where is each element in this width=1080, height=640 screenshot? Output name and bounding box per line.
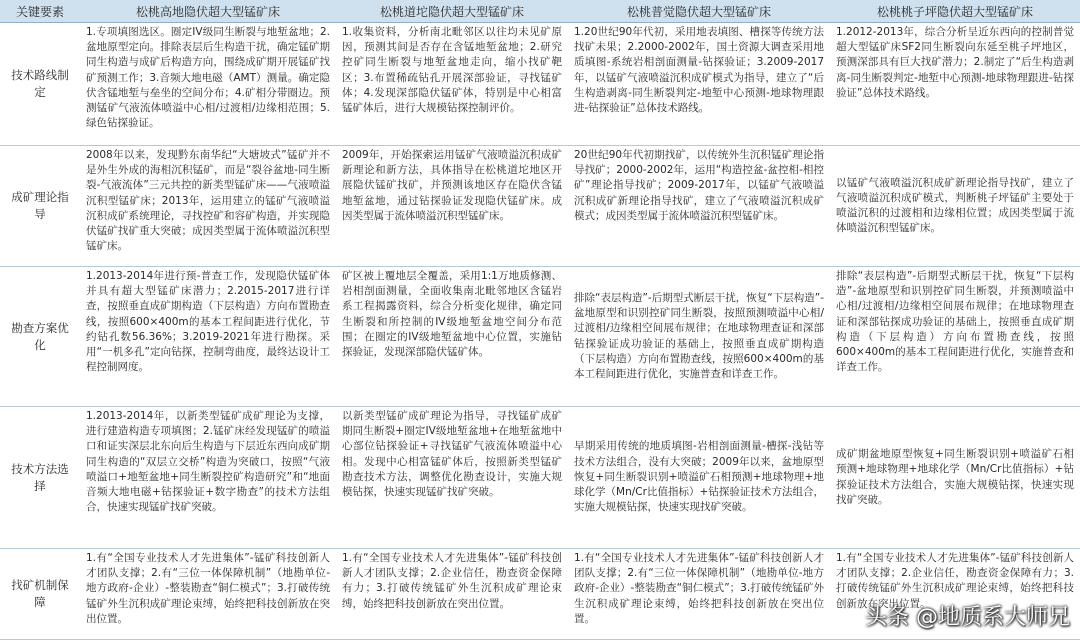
- table-cell: 1.收集资料，分析南北毗邻区以往均未见矿原因，预测其间是否存在含锰地堑盆地；2.研究控矿同生断裂与地堑盆地走向，缩小找矿靶区；3.布置稀疏钻孔开展深部验证，寻找锰矿体；4.发现深部隐伏锰矿体，特别是中心相富锰矿体后，进行大规模钻探控制评价。: [336, 23, 568, 146]
- header-daotuo-deposit: 松桃道坨隐伏超大型锰矿床: [336, 0, 568, 23]
- table-cell: 1.有“全国专业技术人才先进集体”-锰矿科技创新人才团队支撑；2.有“三位一体保障机制”（地勘单位-地方政府-企业）-整装勘查“铜仁模式”；3.打破传统锰矿外生沉积成矿理论束缚，始终把科技创新放在突出位置。: [80, 549, 336, 640]
- table-cell: 1.20世纪90年代初，采用地表填图、槽探等传统方法找矿未果；2.2000-2002年，国土资源大调查采用地质填图-系统岩相剖面测量-钻探验证；3.2009-2017年，以锰矿气液喷溢沉积成矿模式为指导，建立了“后生构造剥离-同生断裂判定-地堑中心预测-地球物理跟进-钻探验证”总体技术路线。: [568, 23, 830, 146]
- header-taoziping-deposit: 松桃桃子坪隐伏超大型锰矿床: [830, 0, 1080, 23]
- table-cell: 1.2013-2014年进行预-普查工作，发现隐伏锰矿体并具有超大型锰矿床潜力；2.2015-2017进行详查，按照垂直成矿期构造（下层构造）方向布置勘查线，按照600×400m的基本工程间距进行优化，节约钻孔数56.36%；3.2019-2021年进行勘探。采用“一机多孔”定向钻探，控制弯曲度，最终达设计工程控制网度。: [80, 267, 336, 407]
- row-key: 成矿理论指导: [0, 146, 80, 267]
- table-cell: 成矿期盆地原型恢复+同生断裂识别+喷溢矿石相预测+地球物理+地球化学（Mn/Cr比值指标）+钻探验证技术方法组合，实施大规模钻探，快速实现找矿突破。: [830, 407, 1080, 549]
- table-cell: 早期采用传统的地质填图-岩相剖面测量-槽探-浅钻等技术方法组合，没有大突破；2009年以来，盆地原型恢复+同生断裂识别+喷溢矿石相预测+地球物理+地球化学（Mn/Cr比值指标）+钻探验证技术方法组合，实施大规模钻探，快速实现找矿突破。: [568, 407, 830, 549]
- table-row: [0, 407, 1080, 549]
- table-cell: 1.有“全国专业技术人才先进集体”-锰矿科技创新人才团队支撑；2.企业信任，勘查资金保障有力；3.打破传统锰矿外生沉积成矿理论束缚，始终把科技创新放在突出位置。: [830, 549, 1080, 640]
- table-row: [0, 23, 1080, 146]
- table-row: [0, 146, 1080, 267]
- row-key: 技术路线制定: [0, 23, 80, 146]
- table-cell: 20世纪90年代初期找矿，以传统外生沉积锰矿理论指导找矿；2000-2002年，运用“构造控盆-盆控相-相控矿”理论指导找矿；2009-2017年，以锰矿气液喷溢沉积成矿新理论指导找矿，建立了气液喷溢沉积成矿模式；成因类型属于流体喷溢沉积型锰矿床。: [568, 146, 830, 267]
- table-cell: 排除“表层构造”-后期型式断层干扰，恢复“下层构造”-盆地原型和识别控矿同生断裂，按照预测喷溢中心相/过渡相/边缘相空间展布规律；在地球物理查证和深部钻探验证成功验证的基础上，按照垂直成矿期构造（下层构造）方向布置勘查线，按照600×400m的基本工程间距进行优化，实施普查和详查工作。: [568, 267, 830, 407]
- table-cell: 以锰矿气液喷溢沉积成矿新理论指导找矿，建立了气液喷溢沉积成矿模式，判断桃子坪锰矿主要处于喷溢沉积的过渡相和边缘相位置；成因类型属于流体喷溢沉积型锰矿床。: [830, 146, 1080, 267]
- watermark: 头条 @地质系大师兄: [865, 605, 1070, 630]
- table-cell: 2009年，开始探索运用锰矿气液喷溢沉积成矿新理论和新方法，具体指导在松桃道坨地区开展隐伏锰矿找矿，并预测该地区存在隐伏含锰地堑盆地，通过钻探验证发现隐伏锰矿床。成因类型属于流体喷溢沉积型锰矿床。: [336, 146, 568, 267]
- table-cell: 排除“表层构造”-后期型式断层干扰，恢复“下层构造”-盆地原型和识别控矿同生断裂，并预测喷溢中心相/过渡相/边缘相空间展布规律；在地球物理查证和深部钻探成功验证的基础上，按照垂直成矿期构造（下层构造）方向布置勘查线，按照600×400m的基本工程间距进行优化，实施普查和详查工作。: [830, 267, 1080, 407]
- table-cell: 以新类型锰矿成矿理论为指导，寻找锰矿成矿期同生断裂+圈定IV级地堑盆地+在地堑盆地中心部位钻探验证+寻找锰矿气液流体喷溢中心相。发现中心相富锰矿体后，按照新类型锰矿勘查技术方法，调整优化勘查设计，实施大规模钻探，快速实现锰矿找矿突破。: [336, 407, 568, 549]
- table-header: [0, 0, 1080, 23]
- table-cell: 1.有“全国专业技术人才先进集体”-锰矿科技创新人才团队支撑；2.有“三位一体保障机制”（地勘单位-地方政府-企业）-整装勘查“铜仁模式”；3.打破传统锰矿外生沉积成矿理论束缚，始终把科技创新放在突出位置。: [568, 549, 830, 640]
- header-gaodi-deposit: 松桃高地隐伏超大型锰矿床: [80, 0, 336, 23]
- row-key: 找矿机制保障: [0, 549, 80, 640]
- table-cell: 1.有“全国专业技术人才先进集体”-锰矿科技创新人才团队支撑；2.企业信任，勘查资金保障有力；3.打破传统锰矿外生沉积成矿理论束缚，始终把科技创新放在突出位置。: [336, 549, 568, 640]
- table-cell: 矿区被上覆地层全覆盖，采用1:1万地质修测、岩相剖面测量，全面收集南北毗邻地区含锰岩系工程揭露资料，综合分析变化规律，确定同生断裂和所控制的IV级地堑盆地空间分布范围；在圈定的IV级地堑盆地中心位置，实施钻探验证，发现深部隐伏锰矿体。: [336, 267, 568, 407]
- row-key: 勘查方案优化: [0, 267, 80, 407]
- table-cell: 1.2012-2013年，综合分析呈近东西向的控制普觉超大型锰矿床SF2同生断裂向东延至桃子坪地区，预测深部具有巨大找矿潜力；2.制定了“后生构造剥离-同生断裂判定-地堑中心预测-地球物理跟进-钻探验证”总体技术路线。: [830, 23, 1080, 146]
- table-row: [0, 267, 1080, 407]
- row-key: 技术方法选择: [0, 407, 80, 549]
- table-cell: 2008年以来，发现黔东南华纪“大塘坡式”锰矿并不是外生外成的海相沉积锰矿，而是“裂谷盆地-同生断裂-气液流体”三元共控的新类型锰矿床——气液喷溢沉积型锰矿床；2013年，运用建立的锰矿气液喷溢沉积成矿系统理论，寻找控矿和容矿构造，并实现隐伏锰矿找矿重大突破；成因类型属于流体喷溢沉积型锰矿床。: [80, 146, 336, 267]
- header-key-element: 关键要素: [0, 0, 80, 23]
- header-pujue-deposit: 松桃普觉隐伏超大型锰矿床: [568, 0, 830, 23]
- table-cell: 1.2013-2014年，以新类型锰矿成矿理论为支撑，进行建造构造专项填图；2.锰矿床经发现锰矿的喷溢口和证实深层北东向后生构造与下层近东西向成矿期同生构造的“双层立交桥”构造为突破口，按照“气液喷溢口+地堑盆地+同生断裂控矿构造研究”和“地面音频大地电磁+钻探验证+数字勘查”的技术方法组合，快速实现锰矿找矿突破。: [80, 407, 336, 549]
- table-cell: 1.专项填图选区。圈定IV级同生断裂与地堑盆地；2.盆地原型定向。排除表层后生构造干扰，确定锰矿期同生构造与成矿后构造方向，围绕成矿期开展锰矿找矿预测工作；3.音频大地电磁（AMT）测量。确定隐伏含锰地堑与垒坐的空间分布；4.矿相分带圈边。预测锰矿气液流体喷溢中心相/过渡相/边缘相范围；5.绿色钻探验证。: [80, 23, 336, 146]
